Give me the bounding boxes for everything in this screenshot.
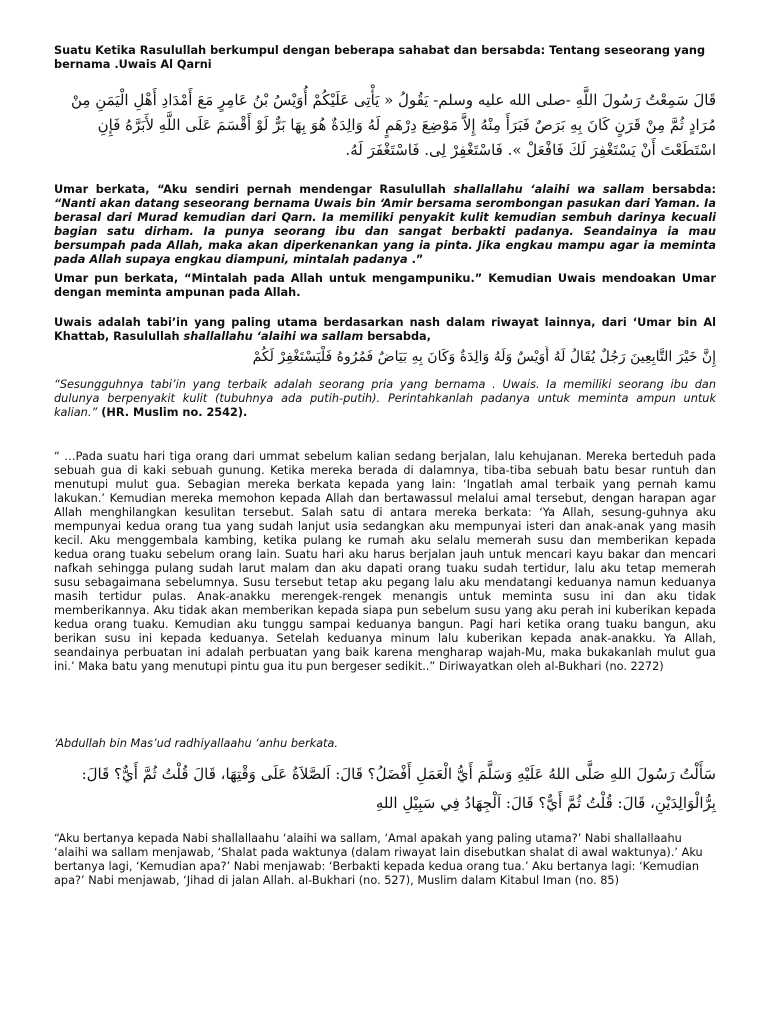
umar-paragraph-lead: Umar berkata, “Aku sendiri pernah mendengar Rasulullah bbox=[54, 183, 454, 196]
tabiin-translation bbox=[54, 378, 716, 420]
umar-paragraph-end: .” bbox=[407, 253, 424, 266]
tabiin-paragraph-lead: Uwais adalah tabi’in yang paling utama berdasarkan nash dalam riwayat lainnya, dari ‘Umar bin Al Khattab, Rasulullah bbox=[54, 316, 716, 343]
umar-paragraph-salawat: shallallahu ‘alaihi wa sallam bbox=[453, 183, 645, 196]
abdullah-translation: “Aku bertanya kepada Nabi shallallaahu ‘alaihi wa sallam, ‘Amal apakah yang paling utama?’ Nabi shallallaahu ‘alaihi wa sallam menjawab, ‘Shalat pada waktunya (dalam riwayat lain disebutkan shalat di awal waktunya).’ Aku bertanya lagi, ‘Kemudian apa?’ Nabi menjawab: ‘Berbakti kepada kedua orang tua.’ Aku bertanya lagi: ‘Kemudian apa?’ Nabi menjawab, ‘Jihad di jalan Allah. al-Bukhari (no. 527), Muslim dalam Kitabul Iman (no. 85) bbox=[54, 832, 703, 887]
umar-paragraph-bersabda: bersabda: bbox=[644, 183, 716, 196]
tabiin-paragraph-end: bersabda, bbox=[363, 330, 431, 343]
heading: Suatu Ketika Rasulullah berkumpul dengan beberapa sahabat dan bersabda: Tentang seseorang yang bernama .Uwais Al Qarni bbox=[54, 44, 706, 71]
cave-story-paragraph: “ …Pada suatu hari tiga orang dari ummat sebelum kalian sedang berjalan, lalu kehujanan. Mereka berteduh pada sebuah gua di kaki sebuah gunung. Ketika mereka berada di dalamnya, tiba-tiba sebuah batu besar runtuh dan menutupi mulut gua. Sebagian mereka berkata kepada yang lain: ‘Ingatlah amal terbaik yang pernah kamu lakukan.’ Kemudian mereka memohon kepada Allah dan bertawassul melalui amal tersebut, dengan harapan agar Allah menghilangkan kesulitan tersebut. Salah satu di antara mereka berkata: ‘Ya Allah, sesung-guhnya aku mempunyai kedua orang tua yang sudah lanjut usia sedangkan aku mempunyai isteri dan anak-anak yang masih kecil. Aku menggembala kambing, ketika pulang ke rumah aku selalu memerah susu dan memberikan kepada kedua orang tuaku sebelum orang lain. Suatu hari aku harus berjalan jauh untuk mencari kayu bakar dan mencari nafkah sehingga pulang sudah larut malam dan aku dapati orang tuaku sudah tertidur, lalu aku tetap memerah susu sebagaimana sebelumnya. Susu tersebut tetap aku pegang lalu aku mendatangi keduanya namun keduanya masih tertidur pulas. Anak-anakku merengek-rengek menangis untuk meminta susu ini dan aku tidak memberikannya. Aku tidak akan memberikan kepada siapa pun sebelum susu yang aku perah ini kuberikan kepada kedua orang tuaku. Kemudian aku tunggu sampai keduanya bangun. Pagi hari ketika orang tuaku bangun, aku berikan susu ini kepada keduanya. Setelah keduanya minum lalu kuberikan kepada anak-anakku. Ya Allah, seandainya perbuatan ini adalah perbuatan yang baik karena mengharap wajah-Mu, maka bukakanlah mulut gua ini.’ Maka batu yang menutupi pintu gua itu pun bergeser sedikit..” Diriwayatkan oleh al-Bukhari (no. 2272) bbox=[54, 450, 716, 673]
abdullah-intro: ‘Abdullah bin Mas’ud radhiyallaahu ‘anhu berkata. bbox=[54, 737, 338, 750]
umar-paragraph-quote: “Nanti akan datang seseorang bernama Uwais bin ‘Amir bersama serombongan pasukan dari Yaman. Ia berasal dari Murad kemudian dari Qarn. Ia memiliki penyakit kulit kemudian sembuh darinya kecuali bagian satu dirham. Ia punya seorang ibu dan sangat berbakti padanya. Seandainya ia mau bersumpah pada Allah, maka akan diperkenankan yang ia pinta. Jika engkau mampu agar ia meminta pada Allah supaya engkau diampuni, mintalah padanya bbox=[54, 197, 716, 266]
arabic-hadith-uwais: قَالَ سَمِعْتُ رَسُولَ اللَّهِ -صلى الله عليه وسلم- يَقُولُ « يَأْتِى عَلَيْكُمْ أُوَيْسُ بْنُ عَامِرٍ مَعَ أَمْدَادِ أَهْلِ الْيَمَنِ مِنْ مُرَادٍ ثُمَّ مِنْ قَرَنٍ كَانَ بِهِ بَرَصٌ فَبَرَأَ مِنْهُ إِلاَّ مَوْضِعَ دِرْهَمٍ لَهُ وَالِدَةٌ هُوَ بِهَا بَرٌّ لَوْ أَقْسَمَ عَلَى اللَّهِ لأَبَرَّهُ فَإِنِ اسْتَطَعْتَ أَنْ يَسْتَغْفِرَ لَكَ فَافْعَلْ ». فَاسْتَغْفِرْ لِى. فَاسْتَغْفَرَ لَهُ. bbox=[70, 91, 716, 159]
umar-request-paragraph: Umar pun berkata, “Mintalah pada Allah untuk mengampuniku.” Kemudian Uwais mendoakan Umar dengan meminta ampunan pada Allah. bbox=[54, 272, 716, 299]
tabiin-translation-text: “Sesungguhnya tabi’in yang terbaik adalah seorang pria yang bernama . Uwais. Ia memiliki seorang ibu dan dulunya berpenyakit kulit (tubuhnya ada putih-putih). Perintahkanlah padanya untuk meminta ampun untuk kalian.” bbox=[54, 378, 716, 419]
tabiin-translation-ref: (HR. Muslim no. 2542). bbox=[97, 406, 248, 419]
tabiin-paragraph-salawat: shallallahu ‘alaihi wa sallam bbox=[183, 330, 364, 343]
arabic-hadith-best-deeds: سَأَلْتُ رَسُولَ اللهِ صَلَّى اللهُ عَلَيْهِ وَسَلَّمَ أَيُّ الْعَمَلِ أَفْضَلُ؟ قَالَ: اَلصَّلاَةُ عَلَى وَقْتِهَا، قَالَ قُلْتُ ثُمَّ أَيٌّ؟ قَالَ: بِرُّالْوَالِدَيْنِ، قَالَ: قُلْتُ ثُمَّ أَيٌّ؟ قَالَ: اَلْجِهَادُ فِي سَبِيْلِ اللهِ bbox=[81, 765, 716, 812]
arabic-hadith-tabiin: إِنَّ خَيْرَ التَّابِعِينَ رَجُلٌ يُقَالُ لَهُ أُوَيْسٌ وَلَهُ وَالِدَةٌ وَكَانَ بِهِ بَيَاضٌ فَمُرُوهُ فَلْيَسْتَغْفِرْ لَكُمْ bbox=[252, 349, 716, 365]
tabiin-paragraph bbox=[54, 316, 716, 344]
umar-paragraph bbox=[54, 183, 716, 267]
